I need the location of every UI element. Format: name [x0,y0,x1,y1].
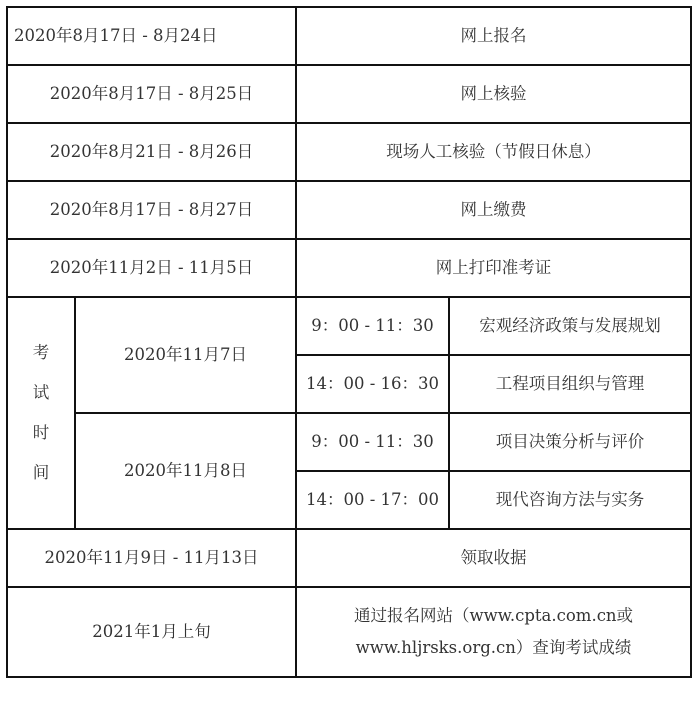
exam-date-cell: 2020年11月7日 [75,297,296,413]
table-row [7,181,691,239]
event-cell: 网上核验 [296,65,691,123]
date-cell: 2020年8月17日 - 8月25日 [7,65,296,123]
table-row [7,529,691,587]
label-char: 间 [32,462,50,482]
info-line: 通过报名网站（www.cpta.com.cn或 [353,606,634,625]
exam-date-cell: 2020年11月8日 [75,413,296,529]
table-row [7,65,691,123]
event-cell: 领取收据 [296,529,691,587]
date-cell: 2021年1月上旬 [7,587,296,677]
table-row [7,7,691,65]
subject-cell: 现代咨询方法与实务 [449,471,691,529]
date-cell: 2020年11月9日 - 11月13日 [7,529,296,587]
date-cell: 2020年8月17日 - 8月27日 [7,181,296,239]
time-cell: 14：00 - 17：00 [296,471,449,529]
info-line: www.hljrsks.org.cn）查询考试成绩 [355,638,632,657]
event-cell: 网上打印准考证 [296,239,691,297]
exam-time-label [7,297,75,529]
exam-schedule-table [6,6,692,678]
subject-cell: 宏观经济政策与发展规划 [449,297,691,355]
label-char: 考 [32,343,50,363]
subject-cell: 工程项目组织与管理 [449,355,691,413]
date-cell: 2020年8月17日 - 8月24日 [7,7,296,65]
table-row [7,587,691,677]
subject-cell: 项目决策分析与评价 [449,413,691,471]
date-cell: 2020年11月2日 - 11月5日 [7,239,296,297]
table-row [7,123,691,181]
time-cell: 14：00 - 16：30 [296,355,449,413]
event-cell: 现场人工核验（节假日休息） [296,123,691,181]
table-row [7,297,691,355]
label-char: 试 [32,383,50,403]
event-cell: 网上报名 [296,7,691,65]
event-cell: 网上缴费 [296,181,691,239]
time-cell: 9：00 - 11：30 [296,413,449,471]
event-cell [296,587,691,677]
table-row [7,413,691,471]
time-cell: 9：00 - 11：30 [296,297,449,355]
label-char: 时 [32,423,50,442]
date-cell: 2020年8月21日 - 8月26日 [7,123,296,181]
table-row [7,239,691,297]
